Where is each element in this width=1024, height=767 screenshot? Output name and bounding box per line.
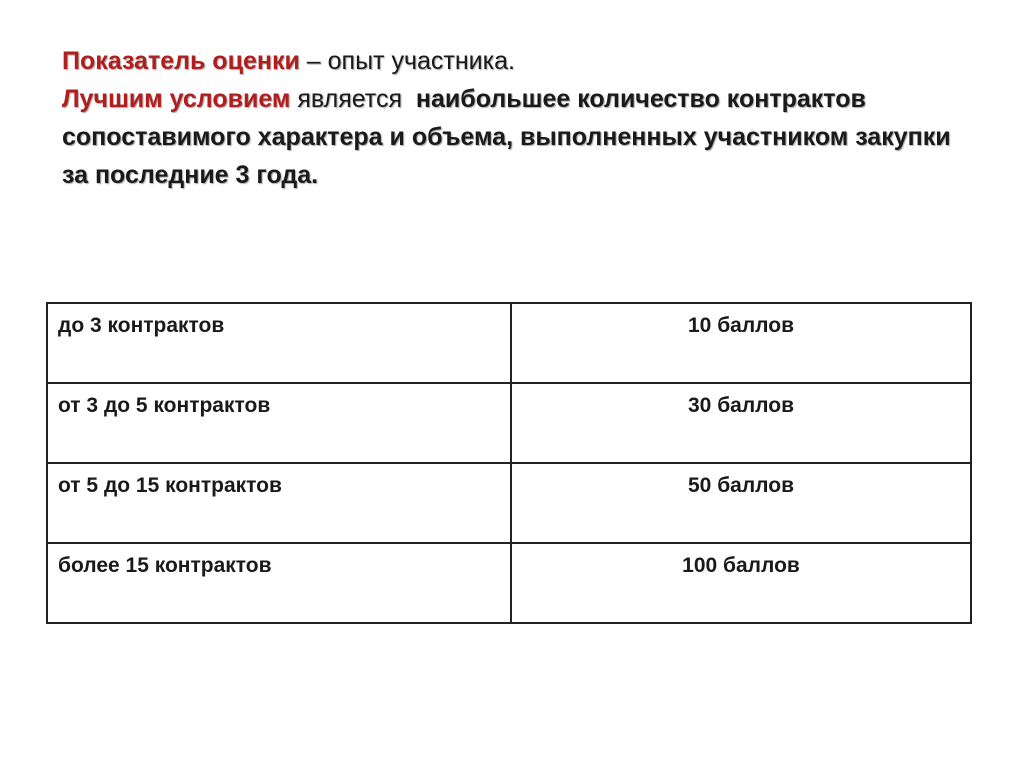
- condition-description: наибольшее количество контрактов сопоставимого характера и объема, выполненных участником закупки за последние 3 года.: [62, 85, 951, 189]
- points-cell: 10 баллов: [511, 303, 971, 383]
- points-cell: 30 баллов: [511, 383, 971, 463]
- condition-label: Лучшим условием: [62, 85, 291, 113]
- condition-cell: от 3 до 5 контрактов: [47, 383, 511, 463]
- condition-connector: является: [290, 85, 416, 113]
- condition-cell: более 15 контрактов: [47, 543, 511, 623]
- points-cell: 50 баллов: [511, 463, 971, 543]
- table-row: [47, 303, 971, 383]
- condition-cell: до 3 контрактов: [47, 303, 511, 383]
- score-table: [46, 302, 972, 624]
- table-row: [47, 543, 971, 623]
- intro-line-condition: [62, 80, 982, 194]
- indicator-label: Показатель оценки: [62, 47, 300, 75]
- indicator-value: – опыт участника.: [299, 47, 515, 75]
- intro-line-indicator: [62, 42, 982, 80]
- points-cell: 100 баллов: [511, 543, 971, 623]
- intro-text: [62, 42, 982, 194]
- table-row: [47, 383, 971, 463]
- table-row: [47, 463, 971, 543]
- condition-cell: от 5 до 15 контрактов: [47, 463, 511, 543]
